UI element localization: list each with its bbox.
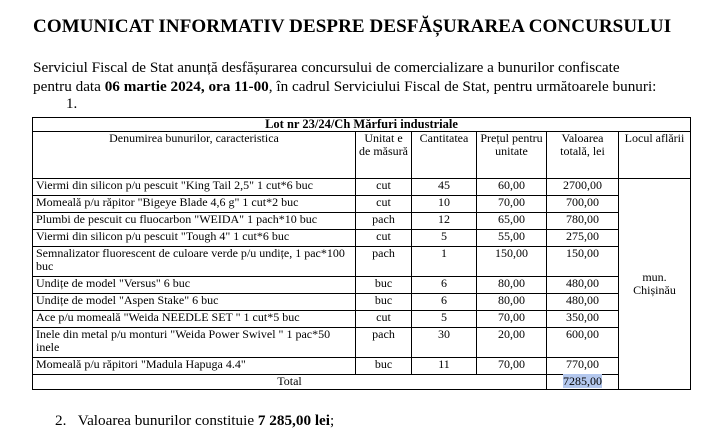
table-row xyxy=(33,294,691,311)
total-label: Total xyxy=(33,375,547,390)
row-price: 60,00 xyxy=(477,179,547,196)
row-price: 80,00 xyxy=(477,294,547,311)
header-total: Valoarea totală, lei xyxy=(547,132,619,179)
row-unit: pach xyxy=(356,247,412,277)
row-name: Undițe de model "Aspen Stake" 6 buc xyxy=(33,294,356,311)
row-qty: 6 xyxy=(412,294,477,311)
row-qty: 6 xyxy=(412,277,477,294)
row-price: 150,00 xyxy=(477,247,547,277)
lot-title: Lot nr 23/24/Ch Mărfuri industriale xyxy=(33,118,691,132)
goods-table xyxy=(32,117,691,390)
row-unit: buc xyxy=(356,294,412,311)
row-name: Viermi din silicon p/u pescuit "Tough 4" 1 cut*6 buc xyxy=(33,230,356,247)
row-total: 700,00 xyxy=(547,196,619,213)
row-name: Undițe de model "Versus" 6 buc xyxy=(33,277,356,294)
row-total: 275,00 xyxy=(547,230,619,247)
row-name: Semnalizator fluorescent de culoare verde p/u undițe, 1 pac*100 buc xyxy=(33,247,356,277)
row-total: 770,00 xyxy=(547,358,619,375)
table-row xyxy=(33,179,691,196)
total-value-cell xyxy=(547,375,619,390)
row-name: Momeală p/u răpitori "Madula Hapuga 4.4" xyxy=(33,358,356,375)
row-price: 70,00 xyxy=(477,311,547,328)
intro-paragraph xyxy=(33,58,683,96)
row-qty: 5 xyxy=(412,230,477,247)
row-name: Plumbi de pescuit cu fluocarbon "WEIDA" 1 pach*10 buc xyxy=(33,213,356,230)
header-name: Denumirea bunurilor, caracteristica xyxy=(33,132,356,179)
table-row xyxy=(33,230,691,247)
row-name: Viermi din silicon p/u pescuit "King Tail 2,5" 1 cut*6 buc xyxy=(33,179,356,196)
row-total: 480,00 xyxy=(547,294,619,311)
row-total: 480,00 xyxy=(547,277,619,294)
table-row xyxy=(33,328,691,358)
row-unit: cut xyxy=(356,179,412,196)
row-unit: cut xyxy=(356,196,412,213)
table-row xyxy=(33,277,691,294)
intro-line-2 xyxy=(33,77,683,96)
table-row xyxy=(33,247,691,277)
row-qty: 5 xyxy=(412,311,477,328)
row-qty: 30 xyxy=(412,328,477,358)
header-location: Locul aflării xyxy=(619,132,691,179)
total-row xyxy=(33,375,691,390)
footer-text: Valoarea bunurilor constituie xyxy=(77,412,258,429)
row-unit: pach xyxy=(356,213,412,230)
row-price: 20,00 xyxy=(477,328,547,358)
row-qty: 1 xyxy=(412,247,477,277)
row-total: 2700,00 xyxy=(547,179,619,196)
intro-text: pentru data xyxy=(33,78,105,95)
total-value: 7285,00 xyxy=(563,374,602,388)
row-total: 350,00 xyxy=(547,311,619,328)
table-row xyxy=(33,213,691,230)
row-qty: 45 xyxy=(412,179,477,196)
contest-date: 06 martie 2024, ora 11-00 xyxy=(104,78,269,95)
header-qty: Cantitatea xyxy=(412,132,477,179)
list-number-1: 1. xyxy=(66,96,78,112)
row-price: 55,00 xyxy=(477,230,547,247)
row-qty: 11 xyxy=(412,358,477,375)
row-unit: buc xyxy=(356,277,412,294)
footer-text-end: ; xyxy=(330,412,335,429)
row-unit: pach xyxy=(356,328,412,358)
row-total: 600,00 xyxy=(547,328,619,358)
list-number-2: 2. xyxy=(55,412,67,429)
row-price: 80,00 xyxy=(477,277,547,294)
table-row xyxy=(33,358,691,375)
row-name: Ace p/u momeală "Weida NEEDLE SET " 1 cut*5 buc xyxy=(33,311,356,328)
row-unit: buc xyxy=(356,358,412,375)
row-total: 150,00 xyxy=(547,247,619,277)
row-qty: 12 xyxy=(412,213,477,230)
row-name: Inele din metal p/u monturi "Weida Power Swivel " 1 pac*50 inele xyxy=(33,328,356,358)
goods-value: 7 285,00 lei xyxy=(257,412,331,429)
document-title: COMUNICAT INFORMATIV DESPRE DESFĂȘURAREA CONCURSULUI xyxy=(33,16,672,37)
location-cell: mun. Chișinău xyxy=(619,179,691,390)
row-qty: 10 xyxy=(412,196,477,213)
row-unit: cut xyxy=(356,311,412,328)
table-row xyxy=(33,196,691,213)
row-price: 65,00 xyxy=(477,213,547,230)
row-total: 780,00 xyxy=(547,213,619,230)
row-unit: cut xyxy=(356,230,412,247)
table-row xyxy=(33,311,691,328)
row-name: Momeală p/u răpitor "Bigeye Blade 4,6 g" 1 cut*2 buc xyxy=(33,196,356,213)
row-price: 70,00 xyxy=(477,196,547,213)
row-price: 70,00 xyxy=(477,358,547,375)
list-item-2 xyxy=(55,412,334,430)
header-price: Prețul pentru unitate xyxy=(477,132,547,179)
header-unit: Unitat e de măsură xyxy=(356,132,412,179)
intro-line-1: Serviciul Fiscal de Stat anunță desfășurarea concursului de comercializare a bunurilor confiscate xyxy=(33,59,620,76)
intro-text: , în cadrul Serviciului Fiscal de Stat, pentru următoarele bunuri: xyxy=(268,78,657,95)
